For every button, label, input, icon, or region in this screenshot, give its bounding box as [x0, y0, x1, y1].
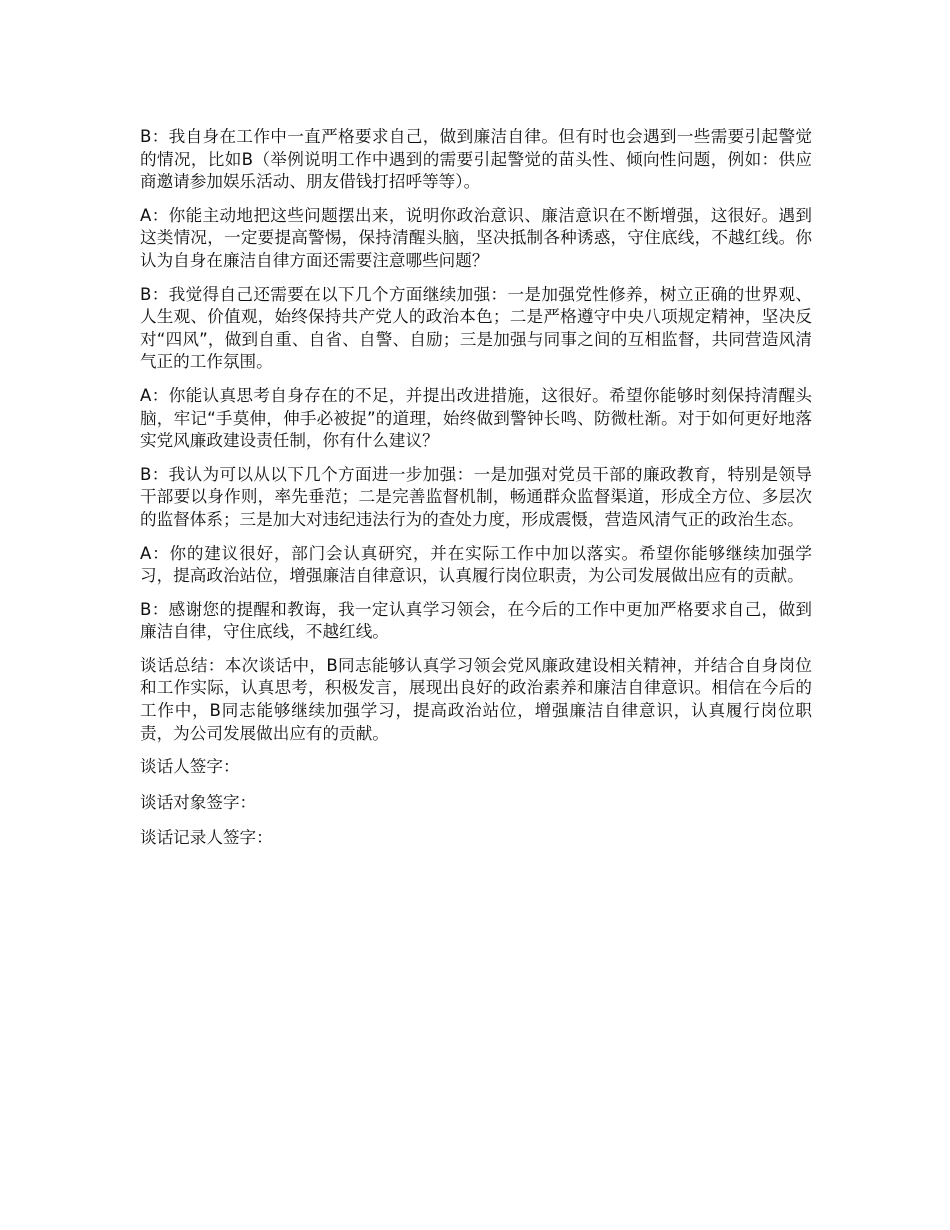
interviewer-signature-label: 谈话人签字：	[140, 757, 240, 777]
document-page	[140, 126, 812, 863]
recorder-signature-label: 谈话记录人签字：	[140, 828, 273, 848]
dialogue-paragraph-a-1: A：你能主动地把这些问题摆出来，说明你政治意识、廉洁意识在不断增强，这很好。遇到这类情况，一定要提高警惕，保持清醒头脑，坚决抵制各种诱惑，守住底线，不越红线。你认为自身在廉洁自律方面还需要注意哪些问题？	[140, 205, 812, 270]
dialogue-paragraph-b-4: B：感谢您的提醒和教诲，我一定认真学习领会，在今后的工作中更加严格要求自己，做到廉洁自律，守住底线，不越红线。	[140, 599, 812, 642]
dialogue-paragraph-a-2: A：你能认真思考自身存在的不足，并提出改进措施，这很好。希望你能够时刻保持清醒头脑，牢记“手莫伸，伸手必被捉”的道理，始终做到警钟长鸣、防微杜渐。对于如何更好地落实党风廉政建设责任制，你有什么建议？	[140, 385, 812, 451]
dialogue-paragraph-b-1: B：我自身在工作中一直严格要求自己，做到廉洁自律。但有时也会遇到一些需要引起警觉的情况，比如B（举例说明工作中遇到的需要引起警觉的苗头性、倾向性问题，例如：供应商邀请参加娱乐活动、朋友借钱打招呼等等）。	[140, 127, 812, 192]
interviewee-signature-label: 谈话对象签字：	[140, 792, 257, 812]
dialogue-paragraph-a-3: A：你的建议很好，部门会认真研究，并在实际工作中加以落实。希望你能够继续加强学习，提高政治站位，增强廉洁自律意识，认真履行岗位职责，为公司发展做出应有的贡献。	[140, 543, 812, 586]
dialogue-paragraph-b-2: B：我觉得自己还需要在以下几个方面继续加强：一是加强党性修养，树立正确的世界观、人生观、价值观，始终保持共产党人的政治本色；二是严格遵守中央八项规定精神，坚决反对“四风”，做到自重、自省、自警、自励；三是加强与同事之间的互相监督，共同营造风清气正的工作氛围。	[140, 284, 812, 372]
conversation-summary: 谈话总结：本次谈话中，B同志能够认真学习领会党风廉政建设相关精神，并结合自身岗位和工作实际，认真思考，积极发言，展现出良好的政治素养和廉洁自律意识。相信在今后的工作中，B同志能够继续加强学习，提高政治站位，增强廉洁自律意识，认真履行岗位职责，为公司发展做出应有的贡献。	[140, 655, 812, 743]
dialogue-paragraph-b-3: B：我认为可以从以下几个方面进一步加强：一是加强对党员干部的廉政教育，特别是领导干部要以身作则，率先垂范；二是完善监督机制，畅通群众监督渠道，形成全方位、多层次的监督体系；三是加大对违纪违法行为的查处力度，形成震慑，营造风清气正的政治生态。	[140, 464, 812, 529]
